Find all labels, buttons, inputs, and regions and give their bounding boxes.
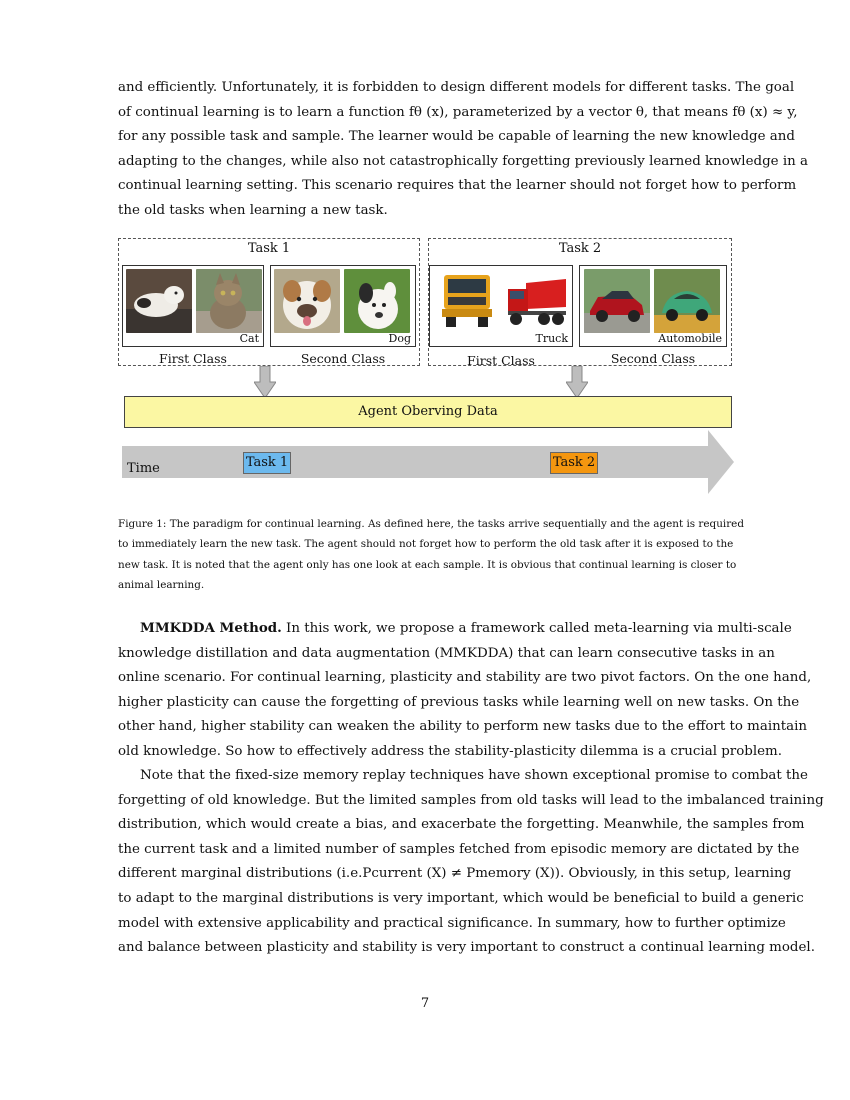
- text-line: for any possible task and sample. The learner would be capable of learning the new knowledge and: [118, 129, 795, 145]
- task2-first-class-label: First Class: [467, 353, 535, 368]
- dog-image-2: [344, 269, 410, 333]
- task1-second-class-frame: [270, 265, 416, 347]
- text-line: and balance between plasticity and stability is very important to construct a continual learning model.: [118, 940, 815, 956]
- down-arrow-icon: [254, 366, 276, 400]
- task1-box: [118, 238, 420, 366]
- task1-second-class-label: Second Class: [300, 351, 386, 366]
- continual-learning-figure: [118, 236, 732, 498]
- dog-image-1: [274, 269, 340, 333]
- task2-title: Task 2: [558, 241, 602, 256]
- task1-first-class-frame: [122, 265, 264, 347]
- text-line: adapting to the changes, while also not catastrophically forgetting previously learned knowledge in a: [118, 153, 808, 169]
- timeline-arrow-icon: [122, 430, 734, 494]
- task1-title: Task 1: [247, 241, 291, 256]
- text-line: continual learning setting. This scenario requires that the learner should not forget how to perform: [118, 178, 797, 194]
- text-line: different marginal distributions (i.e.Pcurrent (X) ≠ Pmemory (X)). Obviously, in this setup, learning: [118, 866, 792, 882]
- text-line: forgetting of old knowledge. But the limited samples from old tasks will lead to the imbalanced training: [118, 792, 824, 808]
- text-line: distribution, which would create a bias, and exacerbate the forgetting. Meanwhile, the samples from: [118, 817, 805, 833]
- truck-image-2: [504, 269, 570, 333]
- caption-line: to immediately learn the new task. The agent should not forget how to perform the old task after it is exposed to the: [118, 538, 734, 551]
- cat-image-2: [196, 269, 262, 333]
- task1-first-class-label: First Class: [159, 351, 227, 366]
- automobile-label: Automobile: [658, 332, 722, 345]
- text-line: and efficiently. Unfortunately, it is forbidden to design different models for different tasks. The goal: [118, 80, 795, 95]
- intro-paragraph: [118, 76, 808, 224]
- caption-line: Figure 1: The paradigm for continual learning. As defined here, the tasks arrive sequentially and the agent is required: [118, 518, 744, 530]
- text-line: old knowledge. So how to effectively address the stability-plasticity dilemma is a crucial problem.: [118, 743, 783, 759]
- cat-label: Cat: [239, 332, 259, 345]
- text-line: to adapt to the marginal distributions is very important, which would be beneficial to build a generic: [118, 890, 804, 906]
- task2-second-class-frame: [579, 265, 727, 347]
- down-arrow-icon: [566, 366, 588, 400]
- task2-second-class-label: Second Class: [610, 351, 696, 366]
- cat-image-1: [126, 269, 192, 333]
- timeline-task2-chip: Task 2: [550, 452, 598, 474]
- text-line: online scenario. For continual learning, plasticity and stability are two pivot factors. On the one hand,: [118, 670, 812, 686]
- caption-line: animal learning.: [118, 579, 205, 592]
- text-line: Note that the fixed-size memory replay techniques have shown exceptional promise to combat the: [140, 768, 808, 783]
- text-line: of continual learning is to learn a function fθ (x), parameterized by a vector θ, that means fθ (x) ≈ y,: [118, 104, 798, 120]
- text-line: higher plasticity can cause the forgetting of previous tasks while learning well on new tasks. On the: [118, 694, 800, 710]
- text-line: the old tasks when learning a new task.: [118, 202, 388, 218]
- text-line: other hand, higher stability can weaken the ability to perform new tasks due to the effort to maintain: [118, 719, 808, 735]
- timeline-task1-chip: Task 1: [243, 452, 291, 474]
- caption-line: new task. It is noted that the agent only has one look at each sample. It is obvious that continual learning is closer to: [118, 558, 737, 571]
- text-line: the current task and a limited number of samples fetched from episodic memory are dictated by the: [118, 841, 800, 857]
- agent-observing-bar: Agent Oberving Data: [124, 396, 732, 428]
- text-line: [118, 616, 792, 642]
- truck-label: Truck: [535, 332, 568, 345]
- task2-first-class-frame: [429, 265, 573, 347]
- automobile-image-2: [654, 269, 720, 333]
- automobile-image-1: [584, 269, 650, 333]
- time-label: Time: [127, 461, 160, 476]
- dog-label: Dog: [388, 332, 411, 345]
- task2-box: [428, 238, 732, 366]
- method-heading: MMKDDA Method.: [140, 620, 282, 636]
- note-paragraph: [118, 764, 824, 961]
- text-line: model with extensive applicability and practical significance. In summary, how to further optimize: [118, 915, 786, 931]
- text-line: knowledge distillation and data augmentation (MMKDDA) that can learn consecutive tasks in an: [118, 645, 775, 661]
- page-number: 7: [420, 996, 430, 1011]
- figure-caption: [118, 514, 744, 596]
- method-paragraph: [118, 616, 812, 765]
- truck-image-1: [434, 269, 500, 333]
- method-first-line: In this work, we propose a framework called meta-learning via multi-scale: [286, 621, 792, 636]
